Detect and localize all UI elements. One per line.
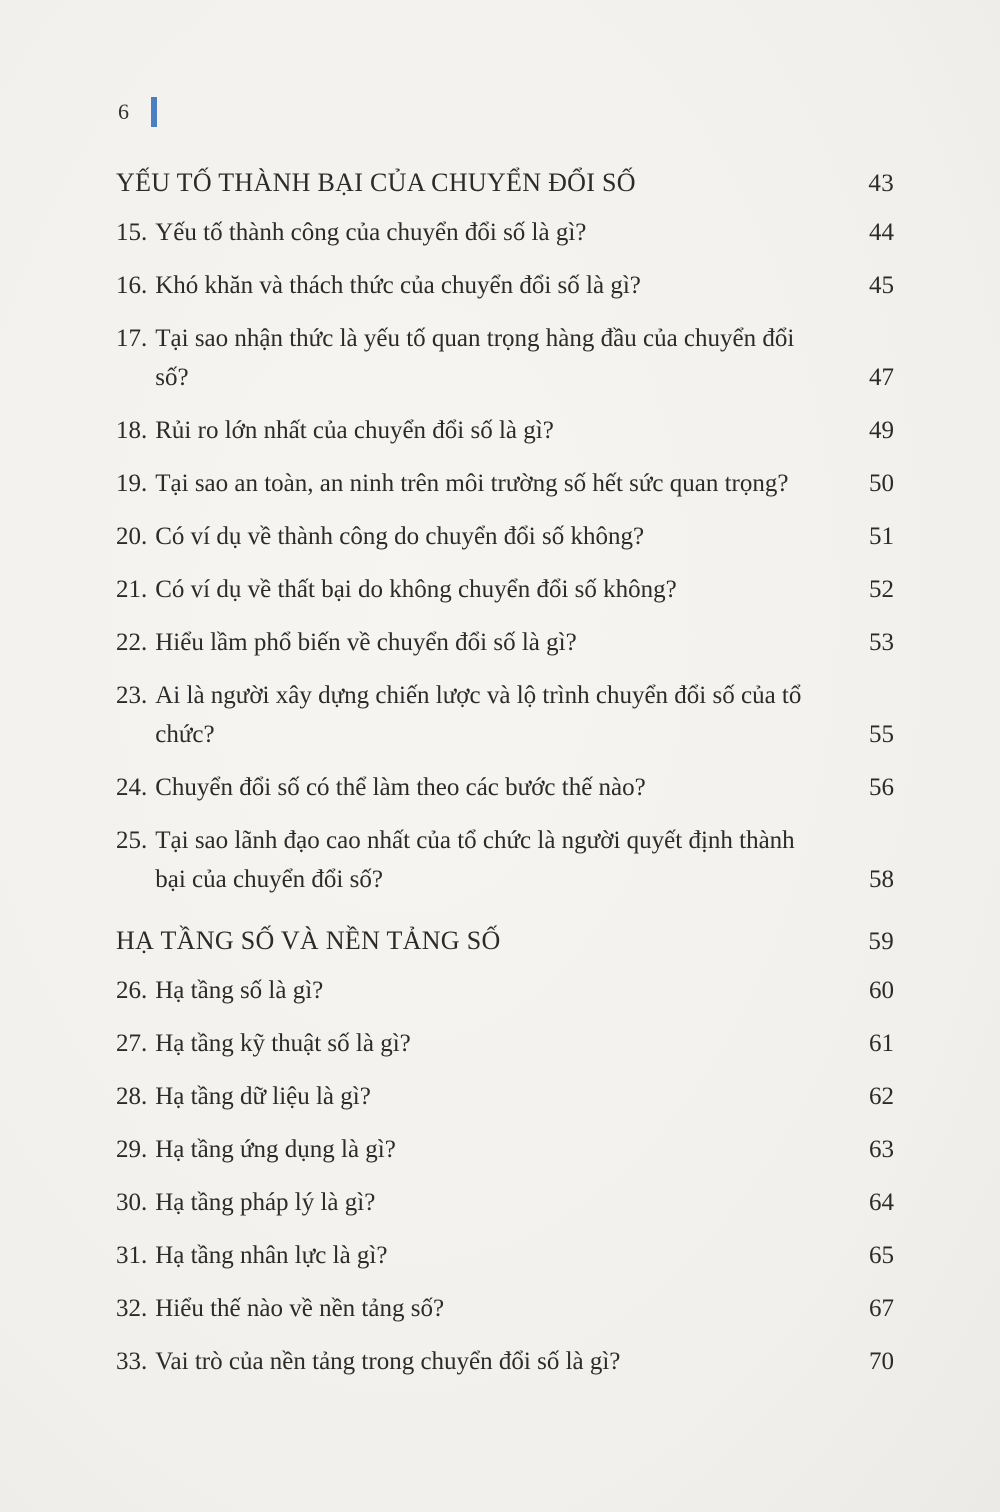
toc-entry [116,259,894,312]
entry-page-ref: 63 [869,1136,894,1163]
toc-entry [116,1176,894,1229]
toc-entry [116,1282,894,1335]
entry-page-ref: 50 [869,470,894,497]
section-spacer [116,906,894,918]
toc-entry [116,312,894,404]
entry-page-ref: 58 [869,866,894,893]
entry-number: 16. [116,272,148,299]
entry-title: Hiểu lầm phổ biến về chuyển đổi số là gì? [155,629,577,656]
toc-entry [116,669,894,761]
toc-entry [116,563,894,616]
toc-entry [116,964,894,1017]
entry-page-ref: 60 [869,977,894,1004]
entry-title: Tại sao lãnh đạo cao nhất của tổ chức là người quyết định thành bại của chuyển đổi số? [155,827,795,893]
entry-page-ref: 70 [869,1348,894,1375]
entry-page-ref: 64 [869,1189,894,1216]
entry-title: Hạ tầng kỹ thuật số là gì? [155,1030,411,1057]
entry-title: Vai trò của nền tảng trong chuyển đổi số là gì? [155,1348,621,1375]
entry-title: Hạ tầng ứng dụng là gì? [155,1136,396,1163]
page-header [118,96,157,128]
page-number: 6 [118,99,129,124]
entry-title: Tại sao an toàn, an ninh trên môi trường số hết sức quan trọng? [155,470,789,497]
entry-page-ref: 44 [869,219,894,246]
entry-page-ref: 67 [869,1295,894,1322]
toc-entry [116,1017,894,1070]
toc-entry [116,457,894,510]
entry-number: 19. [116,470,148,497]
toc-entry [116,1070,894,1123]
entry-number: 27. [116,1030,148,1057]
entry-title: Tại sao nhận thức là yếu tố quan trọng hàng đầu của chuyển đổi số? [155,325,795,391]
entry-title: Khó khăn và thách thức của chuyển đổi số là gì? [155,272,641,299]
entry-number: 24. [116,774,148,801]
section-title: YẾU TỐ THÀNH BẠI CỦA CHUYỂN ĐỔI SỐ [116,168,636,197]
entry-title: Có ví dụ về thất bại do không chuyển đổi số không? [155,576,677,603]
entry-page-ref: 51 [869,523,894,550]
entry-page-ref: 55 [869,721,894,748]
toc-section [116,918,894,1388]
toc-section [116,160,894,906]
entry-title: Có ví dụ về thành công do chuyển đổi số không? [155,523,645,550]
section-page-ref: 43 [868,170,894,197]
entry-title: Hiểu thế nào về nền tảng số? [155,1295,445,1322]
entry-number: 22. [116,629,148,656]
entry-title: Hạ tầng số là gì? [155,977,324,1004]
table-of-contents [116,160,894,1388]
entry-number: 28. [116,1083,148,1110]
toc-entry [116,1229,894,1282]
toc-entry [116,404,894,457]
entry-title: Rủi ro lớn nhất của chuyển đổi số là gì? [155,417,554,444]
section-heading [116,160,894,206]
entry-title: Chuyển đổi số có thể làm theo các bước thế nào? [155,774,646,801]
entry-number: 29. [116,1136,148,1163]
entry-page-ref: 49 [869,417,894,444]
section-heading [116,918,894,964]
entry-page-ref: 45 [869,272,894,299]
toc-entry [116,1335,894,1388]
entry-number: 30. [116,1189,148,1216]
entry-number: 20. [116,523,148,550]
entry-title: Ai là người xây dựng chiến lược và lộ trình chuyển đổi số của tổ chức? [155,682,802,748]
section-page-ref: 59 [868,928,894,955]
entry-number: 23. [116,682,148,709]
toc-entry [116,1123,894,1176]
entry-number: 26. [116,977,148,1004]
entry-page-ref: 47 [869,364,894,391]
page-marker-bar [151,97,157,127]
entry-title: Hạ tầng dữ liệu là gì? [155,1083,371,1110]
entry-page-ref: 52 [869,576,894,603]
entry-number: 31. [116,1242,148,1269]
entry-title: Yếu tố thành công của chuyển đổi số là gì? [155,219,587,246]
entry-number: 18. [116,417,148,444]
entry-title: Hạ tầng pháp lý là gì? [155,1189,376,1216]
entry-number: 17. [116,325,148,352]
section-title: HẠ TẦNG SỐ VÀ NỀN TẢNG SỐ [116,926,501,955]
entry-page-ref: 65 [869,1242,894,1269]
toc-entry [116,761,894,814]
entry-title: Hạ tầng nhân lực là gì? [155,1242,388,1269]
entry-number: 15. [116,219,148,246]
toc-entry [116,206,894,259]
toc-entry [116,616,894,669]
entry-number: 32. [116,1295,148,1322]
entry-number: 21. [116,576,148,603]
toc-entry [116,814,894,906]
toc-entry [116,510,894,563]
entry-page-ref: 62 [869,1083,894,1110]
entry-number: 33. [116,1348,148,1375]
entry-number: 25. [116,827,148,854]
entry-page-ref: 61 [869,1030,894,1057]
entry-page-ref: 56 [869,774,894,801]
entry-page-ref: 53 [869,629,894,656]
